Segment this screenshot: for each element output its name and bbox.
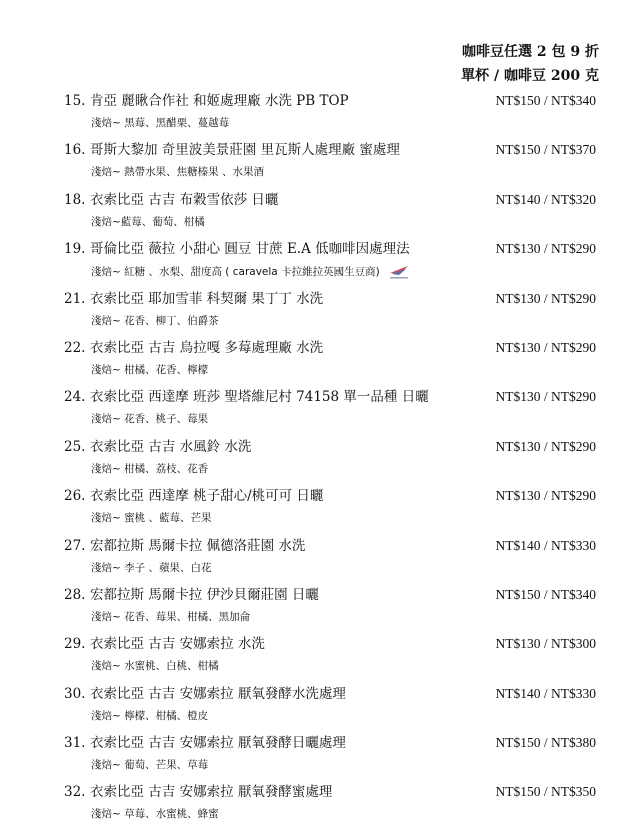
tasting-note-text: 淺焙~ 草莓、水蜜桃、蜂蜜 [91,808,219,821]
caravela-logo [388,263,410,281]
tasting-note-text: 淺焙~ 黑莓、黑醋栗、蔓越莓 [91,117,230,129]
list-item [0,779,639,828]
coffee-title [64,437,251,457]
coffee-title [64,190,278,210]
list-item [0,335,639,384]
list-item [0,533,639,582]
tasting-note-text: 淺焙~ 檸檬、柑橘、橙皮 [91,709,209,722]
tasting-note [91,658,219,674]
coffee-title [64,338,323,358]
coffee-title [64,684,346,704]
tasting-note-text: 淺焙~ 熱帶水果、焦糖榛果 、水果酒 [91,166,264,179]
item-number: 22. [64,339,86,356]
coffee-name: 衣索比亞 西達摩 班莎 聖塔維尼村 74158 單一品種 日曬 [90,389,429,406]
tasting-note [91,214,205,230]
list-item [0,681,639,730]
list-item [0,483,639,532]
item-number: 21. [64,290,86,307]
tasting-note [91,164,264,180]
item-number: 26. [64,488,86,505]
list-item [0,434,639,483]
tasting-note [91,609,250,625]
coffee-name: 衣索比亞 古吉 烏拉嘎 多莓處理廠 水洗 [90,339,324,356]
coffee-price: NT$130 / NT$290 [495,438,596,454]
coffee-title [64,289,323,309]
coffee-price: NT$140 / NT$320 [495,191,596,207]
coffee-title [64,585,319,605]
tasting-note [91,362,208,378]
tasting-note-text: 淺焙~藍莓、葡萄、柑橘 [91,215,205,228]
tasting-note [91,411,208,427]
coffee-name: 宏都拉斯 馬爾卡拉 佩德洛莊園 水洗 [90,537,306,554]
tasting-note [91,560,211,576]
item-number: 27. [64,537,86,554]
list-item [0,187,639,236]
coffee-name: 衣索比亞 西達摩 桃子甜心/桃可可 日曬 [90,488,324,505]
tasting-note [91,461,208,477]
list-item [0,286,639,335]
list-item [0,730,639,779]
coffee-title [64,239,410,259]
coffee-price: NT$150 / NT$340 [495,93,596,108]
item-number: 30. [64,685,86,702]
coffee-price: NT$130 / NT$300 [495,636,596,652]
tasting-note-text: 淺焙~ 柑橘、花香、檸檬 [91,363,209,376]
coffee-price: NT$130 / NT$290 [495,339,596,355]
coffee-title [64,634,265,654]
unit-line: 單杯 / 咖啡豆 200 克 [461,68,599,84]
item-number: 31. [64,735,86,752]
coffee-name: 衣索比亞 古吉 安娜索拉 水洗 [90,636,265,653]
tasting-note-text: 淺焙~ 花香、桃子、莓果 [91,413,209,426]
tasting-note [91,313,219,329]
list-item [0,384,639,433]
tasting-note-text: 淺焙~ 花香、柳丁、伯爵茶 [91,314,219,327]
coffee-price: NT$140 / NT$330 [495,685,596,701]
coffee-name: 衣索比亞 古吉 布穀雪依莎 日曬 [90,191,279,208]
coffee-name: 宏都拉斯 馬爾卡拉 伊沙貝爾莊園 日曬 [90,586,319,603]
price-header [461,40,599,88]
coffee-price: NT$130 / NT$290 [495,389,596,405]
tasting-note [91,708,208,724]
item-number: 16. [64,142,86,159]
coffee-name: 衣索比亞 古吉 水風鈴 水洗 [90,438,252,455]
tasting-note-text: 淺焙~ 花香、莓果、柑橘、黑加侖 [91,610,251,623]
coffee-price: NT$130 / NT$290 [495,241,596,257]
coffee-price: NT$150 / NT$340 [495,586,596,602]
tasting-note-text: 淺焙~ 水蜜桃、白桃、柑橘 [91,660,219,673]
list-item [0,88,639,137]
coffee-title [64,387,429,407]
coffee-name: 哥倫比亞 薇拉 小甜心 圓豆 甘蔗 E.A 低咖啡因處理法 [90,241,410,258]
item-number: 32. [64,784,86,801]
coffee-title [64,91,349,111]
coffee-price: NT$130 / NT$290 [495,290,596,306]
coffee-price: NT$150 / NT$350 [495,784,596,800]
coffee-title [64,486,323,506]
tasting-note [91,263,410,281]
coffee-title [64,733,346,753]
tasting-note-text: 淺焙~ 蜜桃 、藍莓、芒果 [91,512,212,525]
coffee-name: 衣索比亞 古吉 安娜索拉 厭氧發酵日曬處理 [90,735,346,752]
coffee-name: 衣索比亞 古吉 安娜索拉 厭氧發酵蜜處理 [90,784,333,801]
coffee-name: 衣索比亞 耶加雪菲 科契爾 果丁丁 水洗 [90,290,324,307]
list-item [0,137,639,186]
coffee-price: NT$130 / NT$290 [495,488,596,504]
tasting-note-text: 淺焙~ 紅糖 、水梨、甜度高 ( caravela 卡拉維拉英國生豆商) [91,266,380,279]
list-item [0,582,639,631]
tasting-note-text: 淺焙~ 柑橘、荔枝、花香 [91,462,209,475]
tasting-note [91,806,219,822]
tasting-note [91,115,229,131]
item-number: 15. [64,93,86,109]
item-number: 19. [64,241,86,258]
coffee-title [64,536,305,556]
coffee-name: 哥斯大黎加 奇里波美景莊園 里瓦斯人處理廠 蜜處理 [90,142,400,159]
coffee-price: NT$150 / NT$370 [495,142,596,158]
item-number: 25. [64,438,86,455]
promo-line: 咖啡豆任選 2 包 9 折 [462,44,599,60]
item-number: 29. [64,636,86,653]
coffee-title [64,782,332,802]
tasting-note-text: 淺焙~ 李子 、蘋果、白花 [91,561,212,574]
tasting-note [91,510,211,526]
tasting-note [91,757,208,773]
tasting-note-text: 淺焙~ 葡萄、芒果、草莓 [91,759,209,772]
coffee-title [64,140,400,160]
coffee-price: NT$150 / NT$380 [495,735,596,751]
coffee-price: NT$140 / NT$330 [495,537,596,553]
item-number: 18. [64,191,86,208]
list-item [0,631,639,680]
item-number: 28. [64,586,86,603]
coffee-name: 肯亞 麗瞅合作社 和姬處理廠 水洗 PB TOP [90,93,349,109]
coffee-name: 衣索比亞 古吉 安娜索拉 厭氧發酵水洗處理 [90,685,346,702]
coffee-menu-list [0,88,639,829]
list-item [0,236,639,285]
item-number: 24. [64,389,86,406]
